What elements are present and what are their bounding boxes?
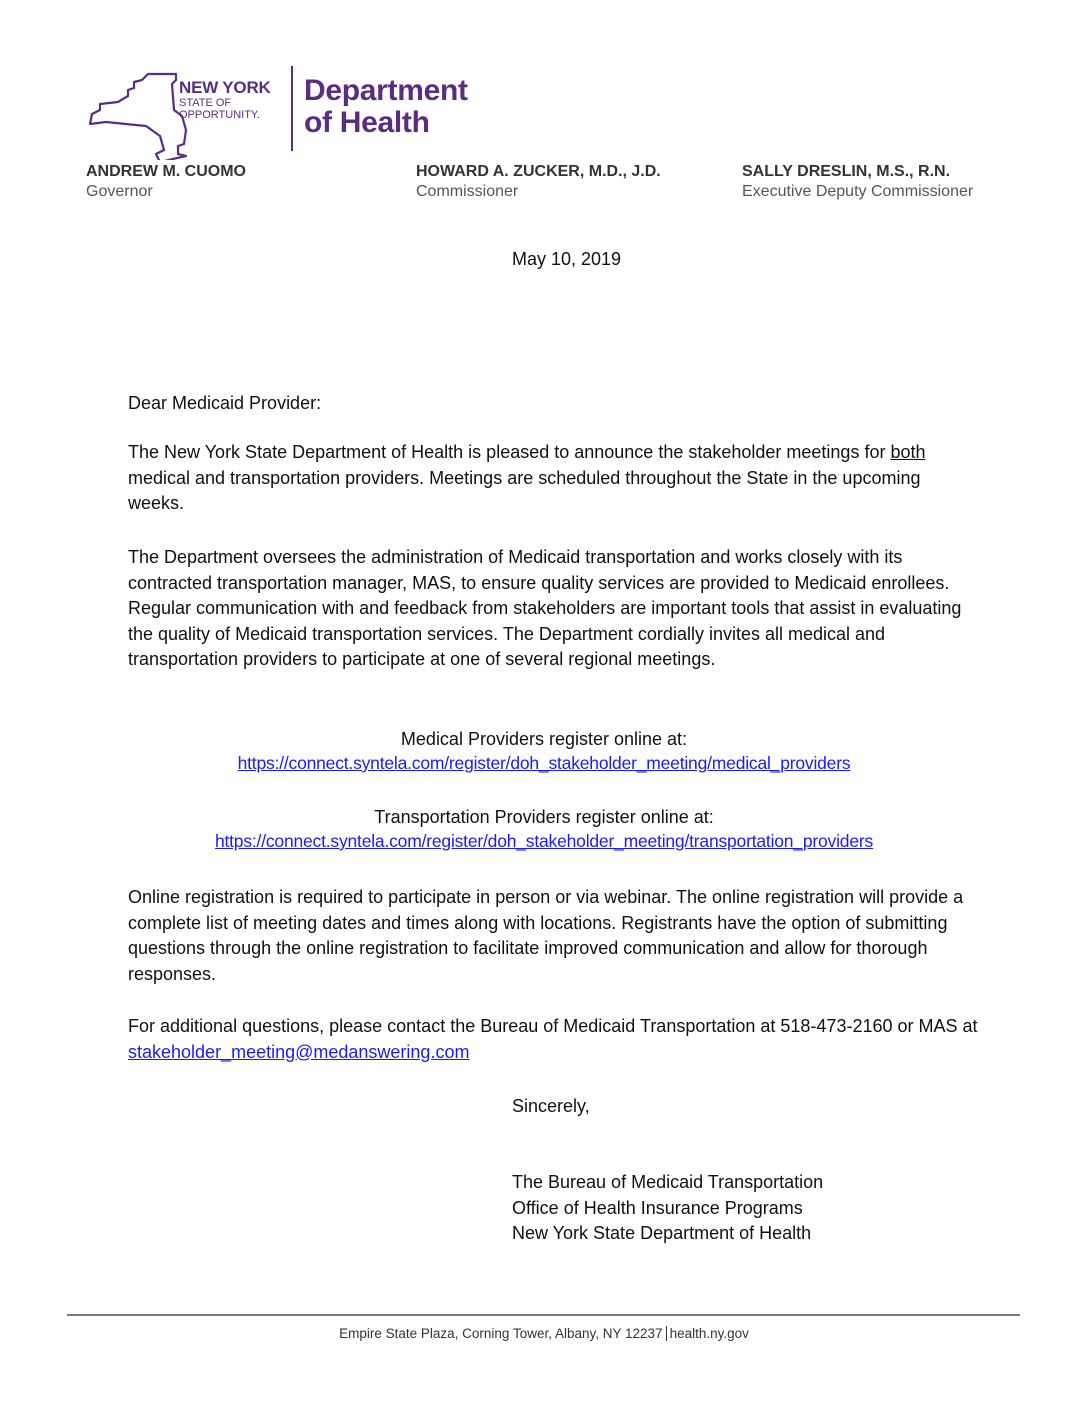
official-governor [86, 162, 246, 202]
department-title-line2: of Health [304, 106, 430, 139]
signature-line: Office of Health Insurance Programs [512, 1197, 803, 1218]
official-commissioner [416, 162, 661, 202]
footer-separator [666, 1326, 667, 1341]
paragraph-overview: The Department oversees the administration of Medicaid transportation and works closely with its contracted transportation manager, MAS, to ensure quality services are provided to Medicaid enrollees. Regular communication with and feedback from stakeholders are important tools that assist in evaluating the quality of Medicaid transportation services. The Department cordially invites all medical and transportation providers to participate at one of several regional meetings. [128, 547, 962, 669]
signature-line: New York State Department of Health [512, 1223, 812, 1243]
emphasis-both: both [890, 442, 926, 462]
official-title: Executive Deputy Commissioner [742, 183, 974, 200]
official-name: HOWARD A. ZUCKER, M.D., J.D. [416, 163, 661, 180]
wordmark-state-of: STATE OF [179, 97, 232, 109]
wordmark-opportunity: OPPORTUNITY. [179, 109, 260, 121]
paragraph-contact [128, 1014, 978, 1065]
logo-divider [291, 66, 293, 151]
footer-website: health.ny.gov [669, 1326, 749, 1341]
footer-address: Empire State Plaza, Corning Tower, Albany, NY 12237 [339, 1326, 663, 1341]
paragraph-registration-info: Online registration is required to participate in person or via webinar. The online registration will provide a complete list of meeting dates and times along with locations. Registrants have the option of submitting questions through the online registration to facilitate improved communication and allow for thorough responses. [128, 887, 964, 984]
closing: Sincerely, [512, 1096, 590, 1116]
contact-email-link[interactable]: stakeholder_meeting@medanswering.com [128, 1041, 470, 1062]
salutation: Dear Medicaid Provider: [128, 393, 322, 413]
registration-transportation [0, 805, 1088, 853]
paragraph-announcement [128, 440, 978, 517]
wordmark-new-york: NEW YORK [179, 78, 271, 97]
official-name: ANDREW M. CUOMO [86, 163, 246, 180]
registration-transportation-link[interactable]: https://connect.syntela.com/register/doh_stakeholder_meeting/transportation_providers [214, 831, 874, 851]
paragraph-text: For additional questions, please contact the Bureau of Medicaid Transportation at 518-473-2160 or MAS at [128, 1016, 978, 1036]
official-name: SALLY DRESLIN, M.S., R.N. [742, 163, 951, 180]
registration-transportation-label: Transportation Providers register online at: [374, 807, 714, 827]
footer [0, 1325, 1088, 1343]
paragraph-text: The New York State Department of Health is pleased to announce the stakeholder meetings for [128, 442, 891, 462]
letterhead [86, 58, 506, 158]
department-title [304, 75, 468, 139]
department-title-line1: Department [304, 74, 468, 107]
registration-medical-link[interactable]: https://connect.syntela.com/register/doh_stakeholder_meeting/medical_providers [237, 753, 851, 773]
signature-block [512, 1170, 823, 1247]
registration-medical [0, 727, 1088, 775]
official-title: Governor [86, 183, 153, 200]
footer-divider [67, 1314, 1020, 1316]
paragraph-text: medical and transportation providers. Meetings are scheduled throughout the State in the upcoming weeks. [128, 467, 921, 513]
registration-medical-label: Medical Providers register online at: [400, 729, 688, 749]
nys-wordmark [179, 79, 271, 121]
signature-line: The Bureau of Medicaid Transportation [512, 1172, 824, 1192]
official-executive-deputy [742, 162, 973, 202]
letter-date: May 10, 2019 [512, 249, 622, 269]
official-title: Commissioner [416, 183, 519, 200]
